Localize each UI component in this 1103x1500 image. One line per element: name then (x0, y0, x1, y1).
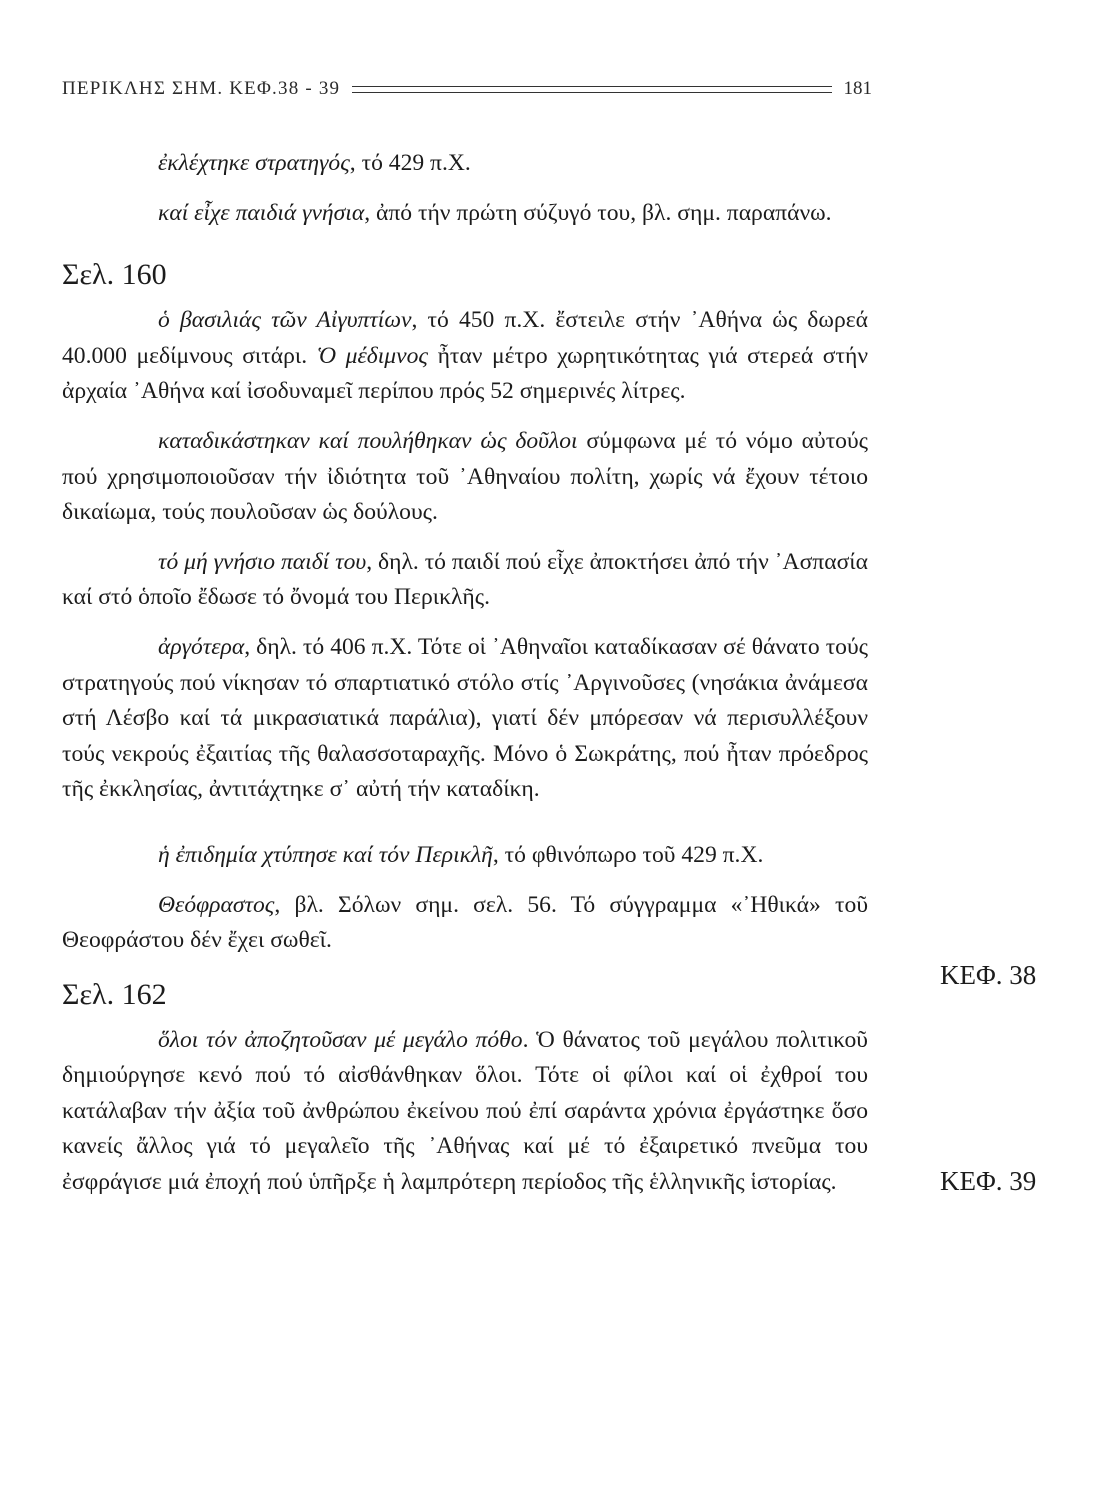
note-lemma: ὁ βασιλιάς τῶν Αἰγυπτίων (158, 307, 412, 334)
note-lemma: ἀργότερα (158, 633, 245, 660)
section-heading-page-162: Σελ. 162 (62, 977, 167, 1011)
page-number: 181 (843, 78, 872, 99)
note-paragraph (62, 888, 868, 959)
note-paragraph (62, 146, 868, 182)
note-text: , τό φθινόπωρο τοῦ 429 π.Χ. (492, 841, 764, 868)
running-title: ΠΕΡΙΚΛΗΣ ΣΗΜ. ΚΕΦ.38 - 39 (62, 78, 341, 99)
note-paragraph (62, 545, 868, 616)
note-text: , βλ. Σόλων σημ. σελ. 56. Τό σύγγραμμα «᾽Ηθικά» τοῦ Θεοφράστου δέν ἔχει σωθεῖ. (62, 891, 868, 954)
note-paragraph (62, 196, 868, 232)
note-lemma: καί εἶχε παιδιά γνήσια (158, 199, 365, 226)
note-lemma: ἐκλέχτηκε στρατηγός (158, 150, 350, 176)
note-text: , τό 450 π.Χ. ἔστειλε στήν ᾽Αθήνα ὡς δωρεά 40.000 μεδίμνους σιτάρι. (62, 307, 868, 369)
note-lemma: τό μή γνήσιο παιδί του (158, 548, 367, 575)
note-text: , δηλ. τό 406 π.Χ. Τότε οἱ ᾽Αθηναῖοι καταδίκασαν σέ θάνατο τούς στρατηγούς πού νίκησαν τό σπαρτιατικό στόλο στίς ᾽Αργινοῦσες (νησάκια ἀνάμεσα στή Λέσβο καί τά μικρασιατικά παράλια), γιατί δέν μπόρεσαν νά περισυλλέξουν τούς νεκρούς ἐξαιτίας τῆς θαλασσοταραχῆς. Μόνο ὁ Σωκράτης, πού ἦταν πρόεδρος τῆς ἐκκλησίας, ἀντιτάχτηκε σ᾽ αὐτή τήν καταδίκη. (62, 633, 868, 803)
note-text: , ἀπό τήν πρώτη σύζυγό του, βλ. σημ. παραπάνω. (364, 199, 832, 226)
note-paragraph-chapter-38 (62, 838, 868, 874)
header-double-rule (352, 86, 831, 93)
note-text: σύμφωνα μέ τό νόμο αὐτούς πού χρησιμοποιοῦσαν τήν ἰδιότητα τοῦ ᾽Αθηναίου πολίτη, χωρίς νά ἔχουν τέτοιο δικαίωμα, τούς πουλοῦσαν ὡς δούλους. (62, 427, 868, 526)
note-paragraph-chapter-39 (62, 1023, 868, 1201)
note-text: , τό 429 π.Χ. (349, 150, 471, 176)
margin-note-chapter-38: ΚΕΦ. 38 (940, 960, 1037, 990)
note-lemma: καταδικάστηκαν καί πουλήθηκαν ὡς δοῦλοι (158, 427, 578, 454)
note-text: . Ὁ θάνατος τοῦ μεγάλου πολιτικοῦ δημιούργησε κενό πού τό αἰσθάνθηκαν ὅλοι. Τότε οἱ φίλοι καί οἱ ἐχθροί του κατάλαβαν τήν ἀξία τοῦ ἀνθρώπου ἐκείνου πού ἐπί σαράντα χρόνια ἐργάστηκε ὅσο κανείς ἄλλος γιά τό μεγαλεῖο τῆς ᾽Αθήνας καί μέ τό ἐξαιρετικό πνεῦμα του ἐσφράγισε μιά ἐποχή πού ὑπῆρξε ἡ λαμπρότερη περίοδος τῆς ἑλληνικῆς ἱστορίας. (62, 1026, 868, 1196)
note-lemma: Ὁ μέδιμνος (316, 342, 428, 369)
note-paragraph (62, 303, 868, 410)
note-text: , δηλ. τό παιδί πού εἶχε ἀποκτήσει ἀπό τήν ᾽Ασπασία καί στό ὁποῖο ἔδωσε τό ὄνομά του Περικλῆς. (62, 548, 868, 611)
note-lemma: Θεόφραστος (158, 891, 275, 918)
section-heading-page-160: Σελ. 160 (62, 258, 167, 292)
notes-body (62, 146, 868, 1201)
note-lemma: ἡ ἐπιδημία χτύπησε καί τόν Περικλῆ (158, 841, 493, 868)
note-text: ἦταν μέτρο χωρητικότητας γιά στερεά στήν ἀρχαία ᾽Αθήνα καί ἰσοδυναμεῖ περίπου πρός 52 σημερινές λίτρες. (62, 342, 869, 405)
margin-note-chapter-39: ΚΕΦ. 39 (940, 1166, 1037, 1196)
note-paragraph (62, 424, 868, 531)
note-lemma: ὅλοι τόν ἀποζητοῦσαν μέ μεγάλο πόθο (158, 1026, 523, 1053)
running-header (62, 76, 872, 102)
note-paragraph (62, 630, 868, 808)
